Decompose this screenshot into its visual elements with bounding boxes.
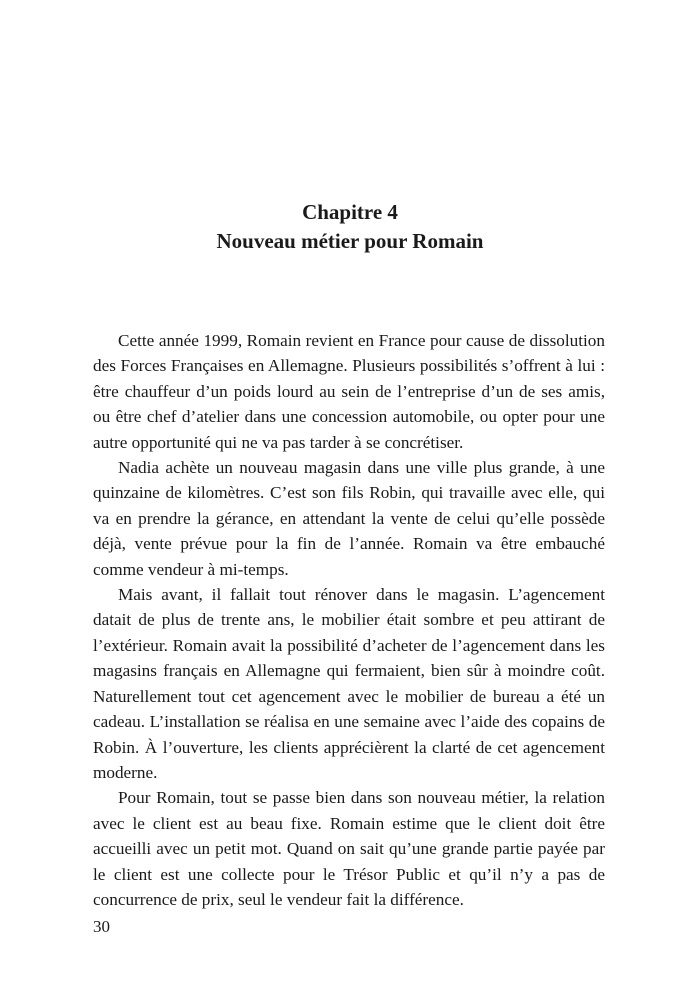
chapter-body <box>93 328 605 912</box>
chapter-number: Chapitre 4 <box>302 200 398 224</box>
chapter-heading <box>0 198 700 256</box>
chapter-title: Nouveau métier pour Romain <box>216 229 484 253</box>
page-number: 30 <box>93 917 110 936</box>
paragraph: Cette année 1999, Romain revient en France pour cause de dissolution des Forces Françaises en Allemagne. Plusieurs possibilités s’offrent à lui : être chauffeur d’un poids lourd au sein de l’entreprise d’un de ses amis, ou être chef d’atelier dans une concession automobile, ou opter pour une autre opportunité qui ne va pas tarder à se concrétiser. <box>93 331 605 452</box>
paragraph: Mais avant, il fallait tout rénover dans le magasin. L’agencement datait de plus de trente ans, le mobilier était sombre et peu attirant de l’extérieur. Romain avait la possibilité d’acheter de l’agencement dans les magasins français en Allemagne qui fermaient, bien sûr à moindre coût. Naturellement tout cet agencement avec le mobilier de bureau a été un cadeau. L’installation se réalisa en une semaine avec l’aide des copains de Robin. À l’ouverture, les clients apprécièrent la clarté de cet agencement moderne. <box>93 585 605 782</box>
paragraph: Pour Romain, tout se passe bien dans son nouveau métier, la relation avec le client est au beau fixe. Romain estime que le client doit être accueilli avec un petit mot. Quand on sait qu’une grande partie payée par le client est une collecte pour le Trésor Public et qu’il n’y a pas de concurrence de prix, seul le vendeur fait la différence. <box>93 788 605 909</box>
paragraph: Nadia achète un nouveau magasin dans une ville plus grande, à une quinzaine de kilomètres. C’est son fils Robin, qui travaille avec elle, qui va en prendre la gérance, en attendant la vente de celui qu’elle possède déjà, vente prévue pour la fin de l’année. Romain va être embauché comme vendeur à mi-temps. <box>93 458 605 579</box>
